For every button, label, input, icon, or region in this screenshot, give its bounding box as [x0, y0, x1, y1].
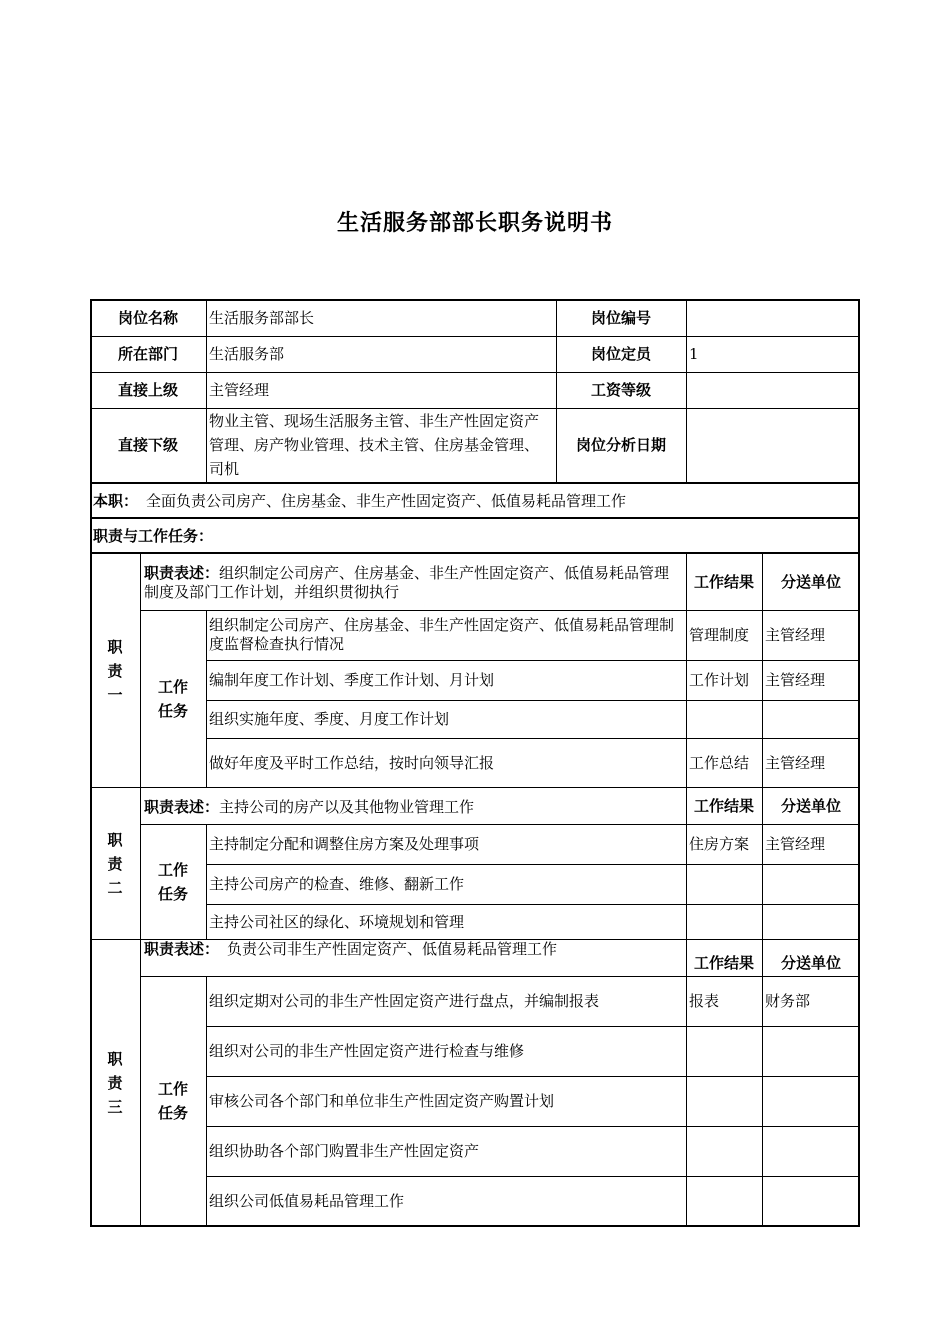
task-recipient [762, 1176, 860, 1226]
duty-description [140, 788, 686, 824]
label-headcount: 岗位定员 [590, 344, 651, 363]
task-recipient [762, 1126, 860, 1176]
task-text: 组织协助各个部门购置非生产性固定资产 [209, 1141, 480, 1160]
recipient-header: 分送单位 [780, 796, 841, 815]
task-result: 工作总结 [689, 753, 750, 772]
duty-name: 职责一 [107, 638, 123, 704]
duty-desc-label: 职责表述： [144, 940, 220, 958]
task-result [686, 1026, 762, 1076]
task-recipient [762, 700, 860, 738]
duty-name-cell [90, 940, 140, 1226]
task-result [686, 700, 762, 738]
task-recipient: 财务部 [765, 991, 811, 1010]
duties-header: 职责与工作任务： [93, 526, 214, 545]
task-recipient [762, 1026, 860, 1076]
task-label: 工作任务 [157, 861, 188, 903]
task-recipient [762, 904, 860, 940]
task-result: 工作计划 [689, 670, 750, 689]
task-result [686, 1126, 762, 1176]
label-subordinate: 直接下级 [117, 435, 178, 454]
task-label: 工作任务 [157, 678, 188, 720]
task-text: 编制年度工作计划、季度工作计划、月计划 [209, 670, 495, 689]
duty-desc-text: 组织制定公司房产、住房基金、非生产性固定资产、低值易耗品管理制度及部门工作计划，并组织贯彻执行 [144, 564, 670, 601]
task-text: 组织对公司的非生产性固定资产进行检查与维修 [209, 1041, 525, 1060]
task-result: 住房方案 [689, 834, 750, 853]
value-salary [686, 372, 860, 408]
task-text: 组织公司低值易耗品管理工作 [209, 1191, 405, 1210]
task-label-cell [140, 824, 206, 940]
task-text: 主持公司房产的检查、维修、翻新工作 [209, 874, 465, 893]
label-superior: 直接上级 [117, 380, 178, 399]
task-text: 组织定期对公司的非生产性固定资产进行盘点，并编制报表 [209, 991, 600, 1010]
label-analysis-date: 岗位分析日期 [575, 435, 666, 454]
duty-name-cell [90, 554, 140, 788]
work-result-header: 工作结果 [693, 954, 754, 972]
value-position-no [686, 300, 860, 336]
duty-desc-label: 职责表述： [144, 564, 220, 582]
table-bottom-border [90, 1225, 860, 1227]
task-label-cell [140, 610, 206, 788]
task-result: 管理制度 [689, 625, 750, 644]
task-recipient: 主管经理 [765, 834, 826, 853]
work-result-header: 工作结果 [693, 572, 754, 591]
duty-description [140, 554, 686, 610]
task-result [686, 864, 762, 904]
duty-desc-text: 负责公司非生产性固定资产、低值易耗品管理工作 [227, 940, 558, 958]
value-department: 生活服务部 [209, 344, 285, 363]
task-recipient [762, 1076, 860, 1126]
main-duty-label: 本职： [93, 491, 139, 510]
recipient-header: 分送单位 [780, 572, 841, 591]
value-headcount: 1 [689, 344, 699, 363]
label-position-name: 岗位名称 [117, 308, 178, 327]
task-text: 主持公司社区的绿化、环境规划和管理 [209, 912, 465, 931]
label-salary: 工资等级 [590, 380, 651, 399]
duty-name: 职责二 [107, 831, 123, 897]
task-result [686, 1176, 762, 1226]
document-title: 生活服务部部长职务说明书 [336, 211, 613, 236]
task-result [686, 904, 762, 940]
main-duty-row [90, 484, 860, 518]
task-text: 组织实施年度、季度、月度工作计划 [209, 709, 450, 728]
value-position-name: 生活服务部部长 [209, 308, 315, 327]
task-result: 报表 [689, 991, 720, 1010]
task-recipient: 主管经理 [765, 753, 826, 772]
duty-name-cell [90, 788, 140, 940]
task-recipient: 主管经理 [765, 625, 826, 644]
task-result [686, 1076, 762, 1126]
label-position-no: 岗位编号 [590, 308, 651, 327]
task-text: 做好年度及平时工作总结，按时向领导汇报 [209, 753, 495, 772]
duty-name: 职责三 [107, 1050, 123, 1116]
value-superior: 主管经理 [209, 380, 270, 399]
task-label: 工作任务 [157, 1080, 188, 1122]
task-label-cell [140, 976, 206, 1226]
task-recipient: 主管经理 [765, 670, 826, 689]
duty-desc-text: 主持公司的房产以及其他物业管理工作 [219, 798, 475, 816]
recipient-header: 分送单位 [780, 954, 841, 972]
task-text: 主持制定分配和调整住房方案及处理事项 [209, 834, 480, 853]
value-analysis-date [686, 408, 860, 482]
work-result-header: 工作结果 [693, 796, 754, 815]
task-text: 组织制定公司房产、住房基金、非生产性固定资产、低值易耗品管理制度监督检查执行情况 [209, 616, 675, 653]
duty-description [140, 940, 686, 976]
main-duty-text: 全面负责公司房产、住房基金、非生产性固定资产、低值易耗品管理工作 [146, 491, 627, 510]
duty-desc-label: 职责表述： [144, 798, 220, 816]
label-department: 所在部门 [117, 344, 178, 363]
task-text: 审核公司各个部门和单位非生产性固定资产购置计划 [209, 1091, 555, 1110]
value-subordinate: 物业主管、现场生活服务主管、非生产性固定资产管理、房产物业管理、技术主管、住房基金管理、司机 [209, 412, 540, 478]
task-recipient [762, 864, 860, 904]
